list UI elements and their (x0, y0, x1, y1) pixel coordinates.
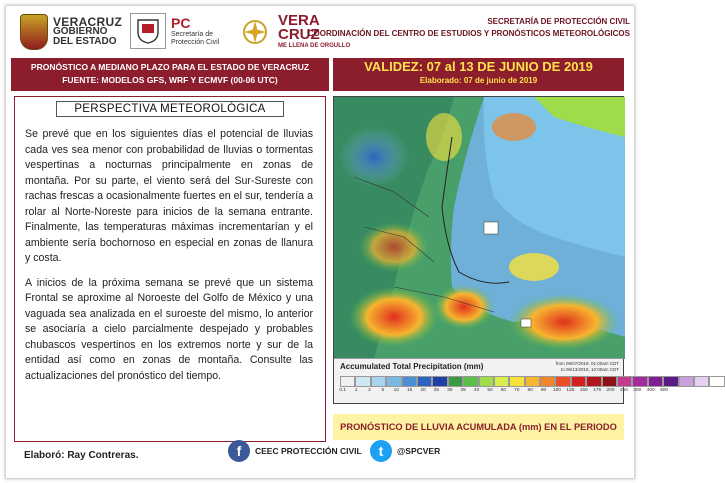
scale-swatch (494, 376, 509, 387)
scale-swatch (371, 376, 386, 387)
scale-swatch (663, 376, 678, 387)
scale-swatch (509, 376, 524, 387)
facebook-link[interactable] (228, 440, 362, 462)
scale-swatch (479, 376, 494, 387)
scale-swatch (679, 376, 694, 387)
scale-tick: 125 (566, 388, 575, 393)
scale-swatch (525, 376, 540, 387)
scale-swatch (448, 376, 463, 387)
coat-of-arms-icon (20, 14, 48, 50)
scale-tick: 0.1 (339, 388, 347, 393)
perspective-card (14, 96, 326, 442)
pc-line1: Secretaría de (171, 30, 214, 38)
scale-tick: 15 (406, 388, 413, 393)
scale-tick: 1 (354, 388, 358, 393)
scale-tick: 30 (447, 388, 453, 393)
precipitation-legend (334, 358, 669, 403)
legend-from: from 06/07/2019, 01:00am CDT (555, 361, 619, 366)
scale-swatch (648, 376, 663, 387)
scale-swatch (694, 376, 709, 387)
scale-tick: 500 (660, 388, 669, 393)
scale-tick: 5 (381, 388, 385, 393)
scale-swatch (632, 376, 647, 387)
legend-period (556, 361, 619, 372)
scale-tick: 40 (473, 388, 480, 393)
scale-tick: 400 (646, 388, 655, 393)
logo-gobierno-text: GOBIERNO (53, 26, 108, 37)
scale-swatch (386, 376, 401, 387)
state-shield-icon (130, 13, 166, 49)
legend-title: Accumulated Total Precipitation (mm) (340, 362, 484, 371)
paragraph-1: Se prevé que en los siguientes días el potencial de lluvias cada ves sea menor con probabilidad de lluvias o tormentas vespertinas a nocturnas principalmente en zonas de montaña. Por su parte, el viento será del Sur-Sureste con rachas frescas a ocasionalmente fuertes en el sur, tendería a rolar al Norte-Noreste para inicios de la semana entrante. Finalmente, las temperaturas máximas incrementarían y el ambiente sería bochornoso en especial en zonas de llanura y costa. (25, 128, 313, 264)
scale-swatch (417, 376, 432, 387)
scale-tick: 300 (633, 388, 642, 393)
pc-line2: Protección Civil (171, 38, 220, 46)
scale-swatch (463, 376, 478, 387)
twitter-link[interactable] (370, 440, 440, 462)
scale-swatch (617, 376, 632, 387)
flower-emblem-icon (236, 18, 274, 46)
header-institution (308, 16, 630, 40)
scale-tick: 10 (393, 388, 399, 393)
veracruz-government-logo (20, 14, 122, 50)
scale-ticks (336, 388, 671, 393)
logo-veracruz-title: VERACRUZ (53, 15, 123, 29)
scale-tick: 200 (606, 388, 615, 393)
scale-tick: 60 (500, 388, 507, 393)
facebook-label: CEEC PROTECCIÓN CIVIL (255, 446, 362, 456)
scale-swatch (540, 376, 555, 387)
scale-swatch (571, 376, 586, 387)
scale-tick: 150 (579, 388, 588, 393)
scale-tick: 35 (460, 388, 466, 393)
scale-tick: 50 (487, 388, 493, 393)
header-secretaria: SECRETARÍA DE PROTECCIÓN CIVIL (487, 17, 630, 26)
precipitation-map-image (334, 97, 625, 359)
brand-name: VERA CRUZ (278, 12, 320, 43)
card-title: PERSPECTIVA METEOROLÓGICA (56, 101, 284, 117)
logo-estado-text: DEL ESTADO (53, 36, 117, 47)
scale-tick: 2 (368, 388, 371, 393)
scale-tick: 20 (420, 388, 426, 393)
validity-banner (333, 58, 624, 91)
header-coordinacion: COORDINACIÓN DEL CENTRO DE ESTUDIOS Y PRONÓSTICOS METEOROLÓGICOS (307, 29, 630, 38)
scale-swatch (602, 376, 617, 387)
scale-swatch (340, 376, 355, 387)
twitter-icon: t (370, 440, 392, 462)
forecast-source: FUENTE: MODELOS GFS, WRF Y ECMVF (00-06 UTC) (62, 75, 278, 85)
scale-swatch (355, 376, 370, 387)
twitter-label: @SPCVER (397, 446, 441, 456)
map-caption: PRONÓSTICO DE LLUVIA ACUMULADA (mm) EN EL PERIODO (333, 414, 624, 440)
scale-tick: 250 (619, 388, 628, 393)
scale-tick: 100 (552, 388, 561, 393)
scale-swatch (432, 376, 447, 387)
scale-tick: 80 (527, 388, 533, 393)
scale-swatch (586, 376, 601, 387)
facebook-icon: f (228, 440, 250, 462)
proteccion-civil-logo (130, 13, 219, 49)
paragraph-2: A inicios de la próxima semana se prevé que un sistema Frontal se aproxime al Noroeste del Golfo de México y una vaguada sea analizada en el suroeste del mismo, lo anterior se asociaría a cielo parcialmente despejado y probables chubascos vespertinos en los extremos norte y sur de la entidad así como en zonas de montaña. Consulte las actualizaciones del pronóstico del tiempo. (25, 276, 313, 382)
pc-acronym: PC (171, 14, 191, 31)
scale-tick: 175 (593, 388, 602, 393)
elaboration-date: Elaborado: 07 de junio de 2019 (419, 76, 538, 85)
scale-tick: 25 (433, 388, 440, 393)
precipitation-map (333, 96, 669, 404)
legend-to: to 06/13/2019, 10:00am CDT (560, 366, 619, 372)
scale-tick: 70 (514, 388, 520, 393)
color-scale (340, 376, 725, 387)
scale-tick: 90 (540, 388, 547, 393)
validity-range: VALIDEZ: 07 al 13 DE JUNIO DE 2019 (364, 59, 593, 74)
author-credit: Elaboró: Ray Contreras. (24, 450, 139, 461)
scale-swatch (555, 376, 570, 387)
forecast-title: PRONÓSTICO A MEDIANO PLAZO PARA EL ESTADO DE VERACRUZ (30, 62, 310, 72)
brand-tagline: ME LLENA DE ORGULLO (278, 43, 351, 49)
forecast-banner (11, 58, 329, 91)
scale-swatch (709, 376, 724, 387)
scale-swatch (402, 376, 417, 387)
